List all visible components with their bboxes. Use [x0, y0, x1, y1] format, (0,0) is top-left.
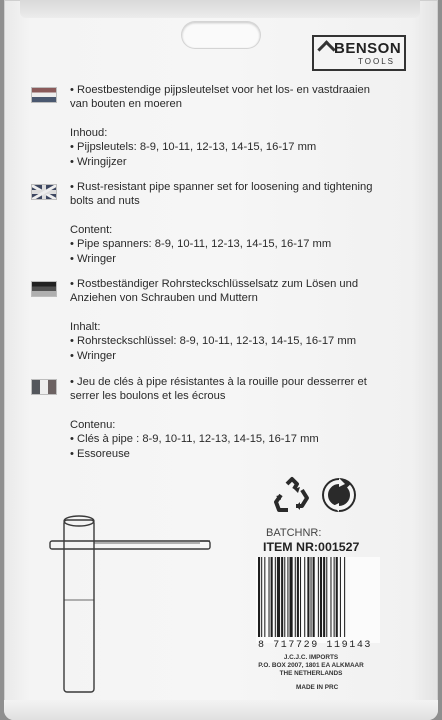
content-item: • Wringer: [70, 349, 116, 362]
barcode-bar: [275, 557, 276, 637]
barcode-bar: [297, 557, 299, 637]
barcode-bar: [271, 557, 273, 637]
headline-line: • Rostbeständiger Rohrsteckschlüsselsatz zum Lösen und: [70, 278, 359, 290]
headline-line: van bouten en moeren: [70, 98, 182, 111]
barcode-bar: [340, 557, 341, 637]
content-item: • Pipe spanners: 8-9, 10-11, 12-13, 14-15, 16-17 mm: [70, 238, 332, 251]
headline-line: serrer les boulons et les écrous: [70, 390, 226, 403]
content-item: • Wringijzer: [70, 155, 127, 168]
barcode-bar: [284, 557, 285, 637]
barcode-bar: [311, 557, 312, 637]
content-item: • Rohrsteckschlüssel: 8-9, 10-11, 12-13, 14-15, 16-17 mm: [70, 335, 357, 348]
address-line: P.O. BOX 2007, 1801 EA ALKMAAR: [258, 662, 364, 669]
content-label: Inhalt:: [70, 320, 101, 333]
barcode-bar: [318, 557, 319, 637]
headline-line: • Rust-resistant pipe spanner set for loosening and tightening: [70, 181, 373, 193]
barcode-bar: [344, 557, 345, 637]
made-in-label: MADE IN PRC: [296, 684, 339, 691]
content-label: Inhoud:: [70, 126, 108, 139]
headline-line: Anziehen von Schrauben und Muttern: [70, 292, 258, 305]
barcode-bar: [304, 557, 305, 637]
barcode: [256, 557, 380, 643]
barcode-bar: [330, 557, 331, 637]
barcode-bar: [295, 557, 296, 637]
barcode-bars: [256, 557, 380, 641]
headline-line: • Roestbestendige pijpsleutelset voor het los- en vastdraaien: [70, 84, 370, 96]
barcode-digits: 8 717729 119143: [258, 640, 373, 651]
batch-label: BATCHNR:: [266, 527, 322, 539]
headline-line: • Jeu de clés à pipe résistantes à la rouille pour desserrer et: [70, 376, 367, 388]
barcode-bar: [290, 557, 293, 637]
barcode-bar: [261, 557, 262, 637]
barcode-bar: [320, 557, 322, 637]
barcode-bar: [336, 557, 338, 637]
barcode-bar: [323, 557, 325, 637]
content-item: • Essoreuse: [70, 447, 130, 460]
barcode-bar: [334, 557, 335, 637]
barcode-bar: [307, 557, 309, 637]
address-line: J.C.J.C. IMPORTS: [283, 654, 339, 661]
logo-brand: BENSON: [334, 40, 402, 57]
headline-line: bolts and nuts: [70, 195, 140, 208]
content-item: • Clés à pipe : 8-9, 10-11, 12-13, 14-15, 16-17 mm: [70, 433, 319, 446]
barcode-bar: [281, 557, 283, 637]
barcode-bar: [326, 557, 327, 637]
barcode-bar: [313, 557, 315, 637]
barcode-bar: [264, 557, 265, 637]
barcode-bar: [277, 557, 280, 637]
barcode-bar: [287, 557, 288, 637]
content-item: • Wringer: [70, 252, 116, 265]
barcode-bar: [258, 557, 260, 637]
logo-sub: TOOLS: [358, 57, 395, 66]
content-label: Content:: [70, 223, 113, 236]
address-line: THE NETHERLANDS: [279, 670, 343, 677]
content-item: • Pijpsleutels: 8-9, 10-11, 12-13, 14-15, 16-17 mm: [70, 141, 317, 154]
barcode-bar: [300, 557, 301, 637]
content-label: Contenu:: [70, 418, 116, 431]
item-number: ITEM NR:001527: [263, 540, 360, 554]
importer-address: [256, 654, 366, 678]
barcode-bar: [269, 557, 270, 637]
card-bottom-edge: [4, 700, 438, 720]
